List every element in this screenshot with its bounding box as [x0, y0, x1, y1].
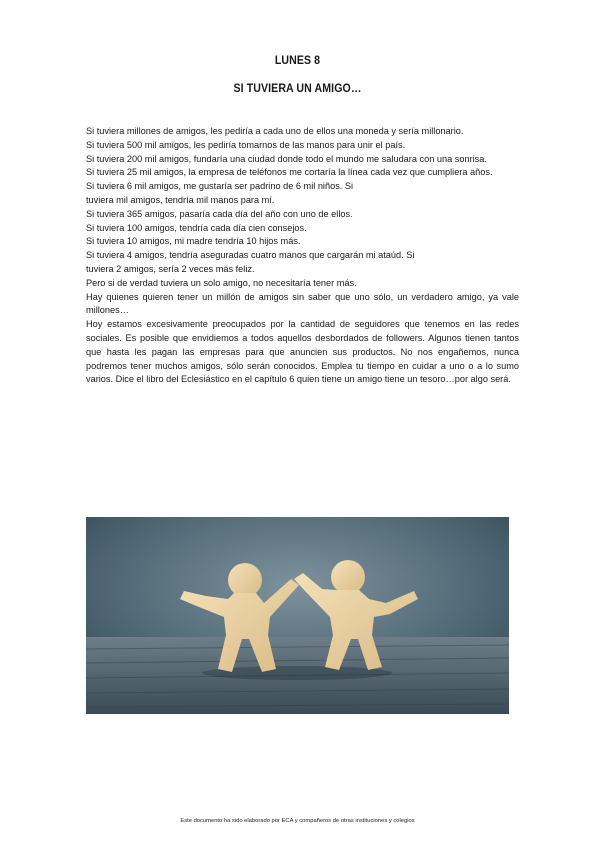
day-heading: LUNES 8	[274, 55, 321, 67]
closing-paragraph: Hoy estamos excesivamente preocupados por la cantidad de seguidores que tenemos en las redes sociales. Es posible que envidiemos a todos aquellos desbordados de followers. Algunos tienen tantos que hasta les pagan las empresas para que anuncien sus productos. No nos engañemos, nunca podremos tener muchos amigos, sólo serán conocidos. Emplea tu tiempo en cuidar a uno o a lo sumo varios. Dice el libro del Eclesiástico en el capítulo 6 quien tiene un amigo tiene un tesoro…por algo será.	[86, 319, 519, 385]
body-line: Si tuviera 365 amigos, pasaría cada día del año con uno de ellos.	[86, 208, 353, 219]
body-line: Si tuviera 4 amigos, tendría aseguradas cuatro manos que cargarán mi ataúd. Si	[86, 250, 415, 261]
page-title: SI TUVIERA UN AMIGO…	[233, 83, 362, 95]
body-text	[86, 125, 519, 387]
footer-note: Este documento ha sido elaborado por ECA y compañeros de otras instituciones y colegios	[180, 818, 415, 824]
body-line: tuviera mil amigos, tendría mil manos para mí.	[86, 194, 275, 205]
body-line: Si tuviera 25 mil amigos, la empresa de teléfonos me cortaría la línea cada vez que cumpliera años.	[86, 167, 493, 178]
body-line: Si tuviera 500 mil amigos, les pediría tomarnos de las manos para unir el país.	[86, 139, 406, 150]
friends-photo	[86, 517, 509, 714]
body-line: Si tuviera 6 mil amigos, me gustaría ser padrino de 6 mil niños. Si	[86, 181, 354, 192]
body-line: Si tuviera millones de amigos, les pediría a cada uno de ellos una moneda y sería millonario.	[86, 126, 464, 136]
body-line: Pero si de verdad tuviera un solo amigo, no necesitaría tener más.	[86, 277, 357, 288]
body-line: Si tuviera 100 amigos, tendría cada día cien consejos.	[86, 222, 307, 233]
body-line: Hay quienes quieren tener un millón de amigos sin saber que uno sólo, un verdadero amigo, ya vale millones…	[86, 291, 519, 316]
body-line: tuviera 2 amigos, sería 2 veces más feliz.	[86, 263, 255, 274]
body-line: Si tuviera 200 mil amigos, fundaría una ciudad donde todo el mundo me saludara con una sonrisa.	[86, 153, 487, 164]
body-line: Si tuviera 10 amigos, mi madre tendría 10 hijos más.	[86, 236, 301, 247]
